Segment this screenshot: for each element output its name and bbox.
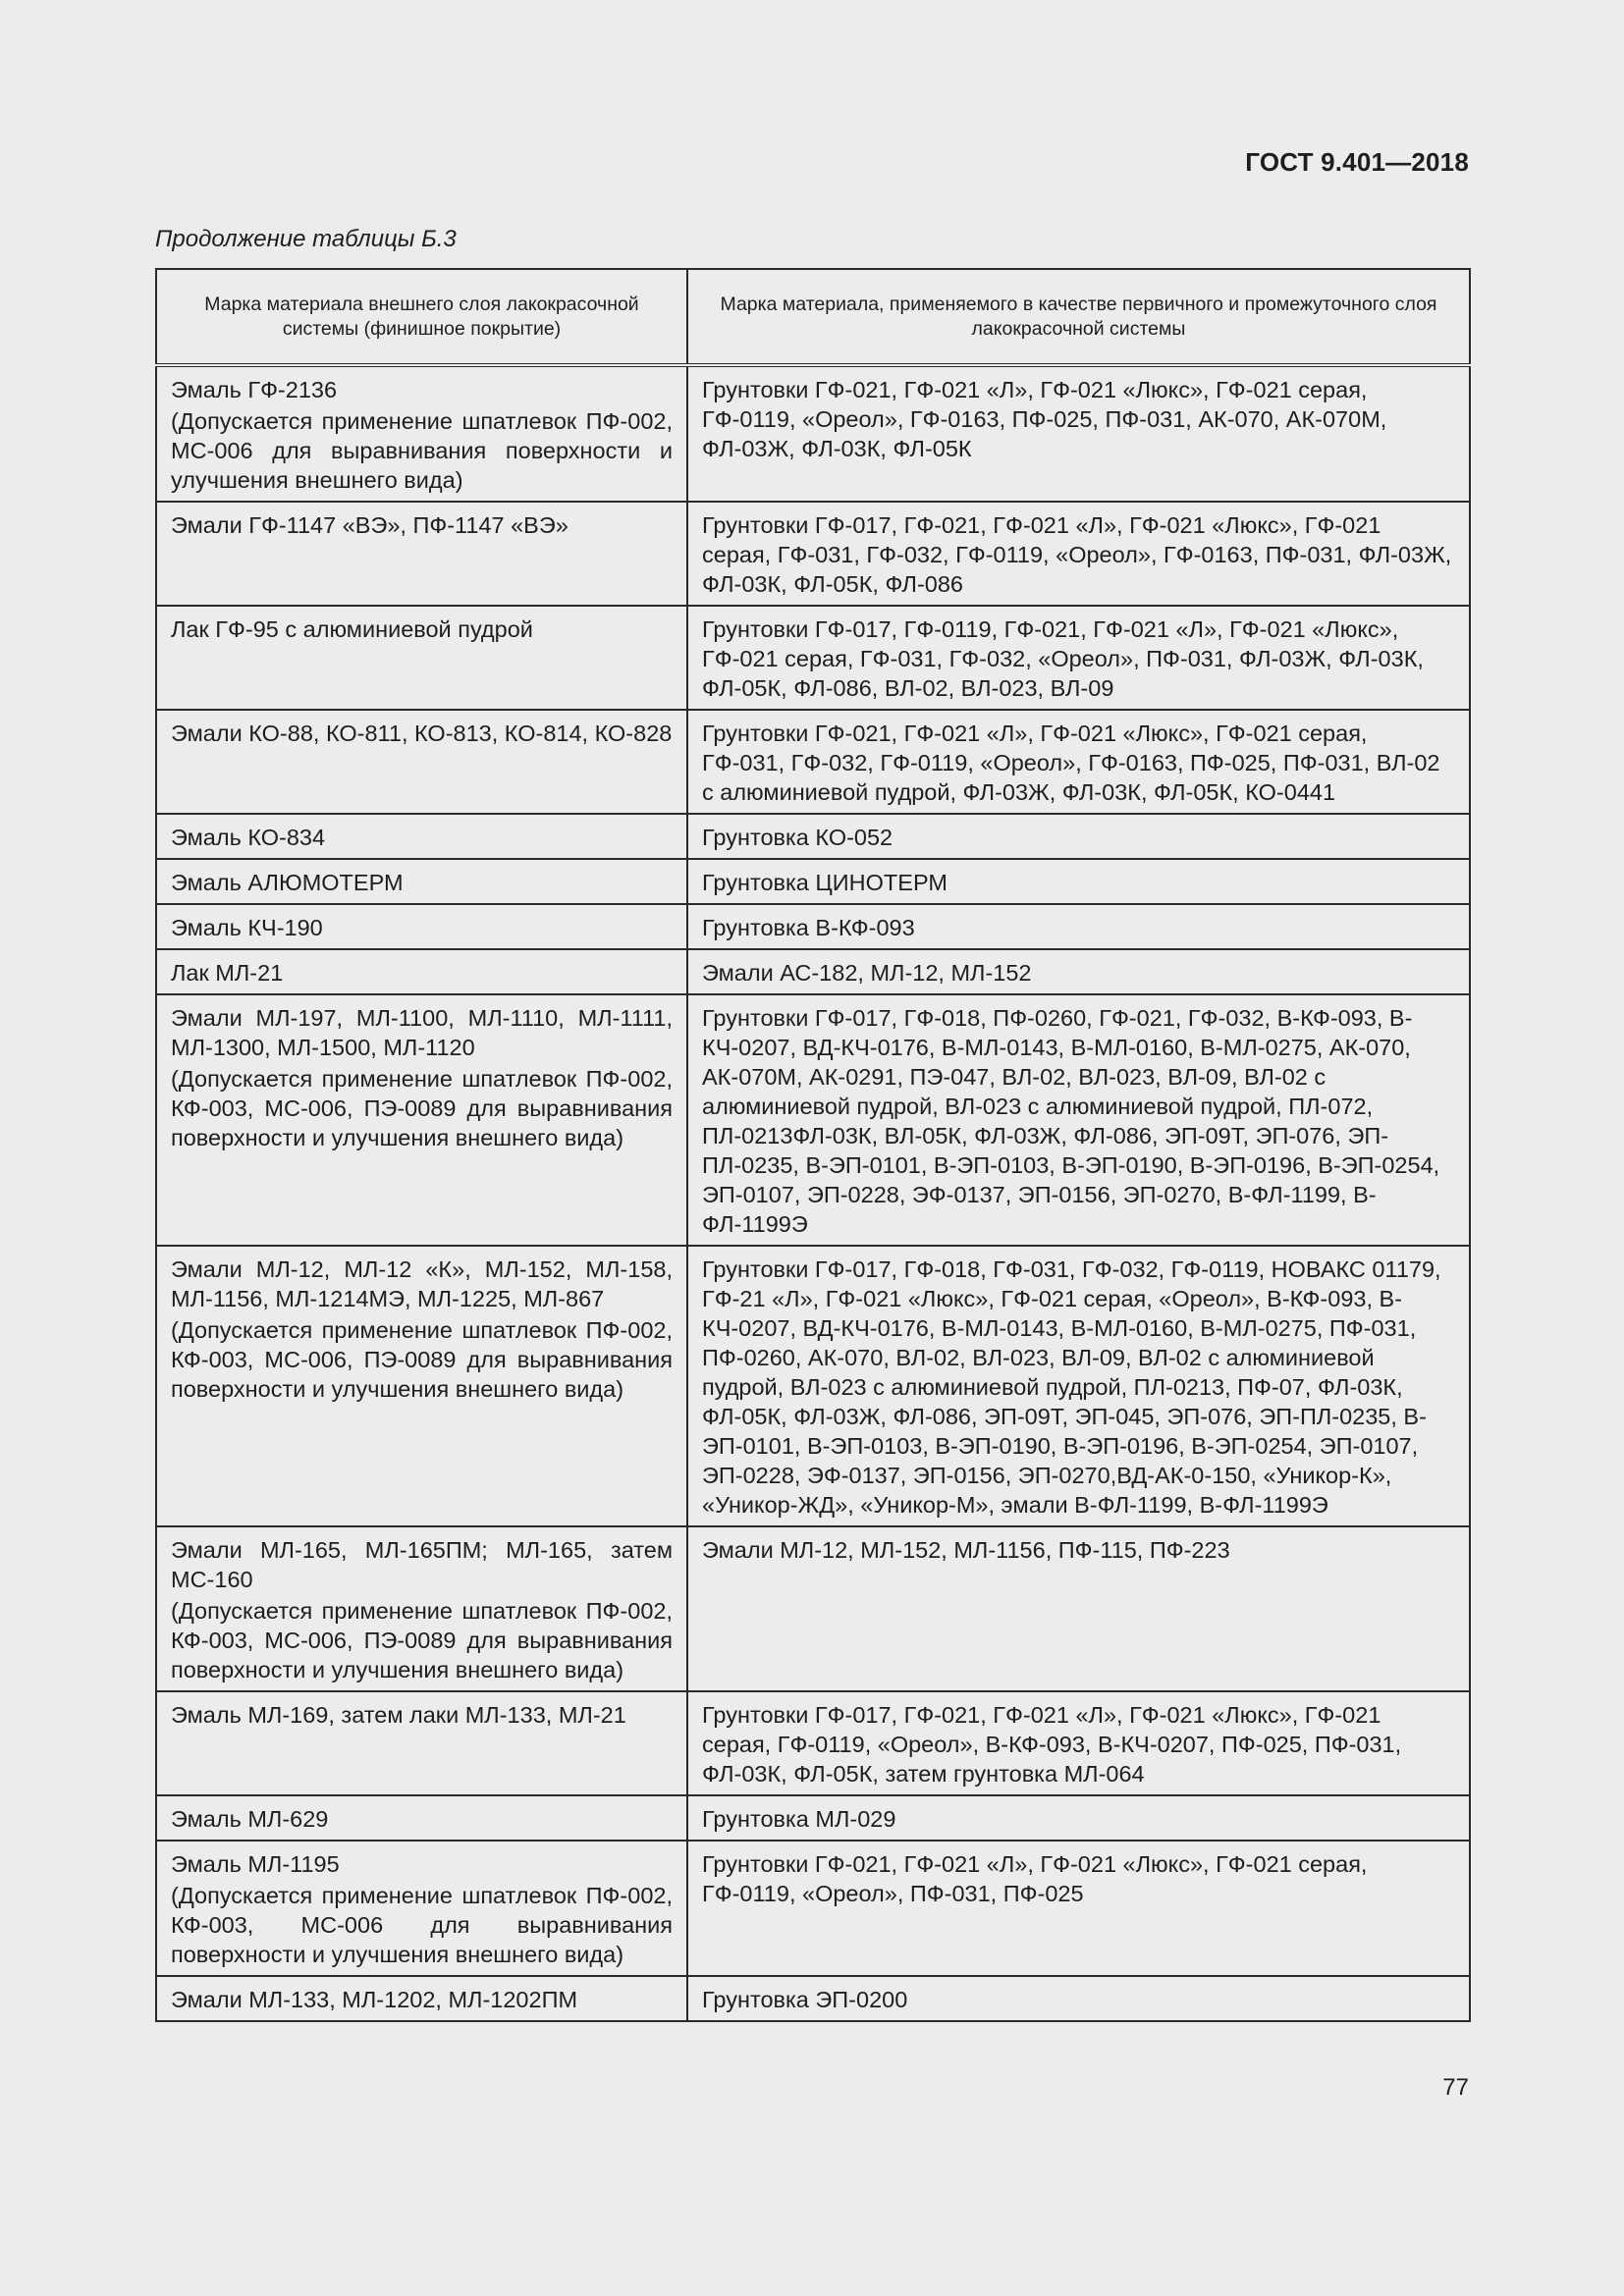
finish-material: Эмали МЛ-165, МЛ-165ПМ; МЛ-165, затем МС-160 xyxy=(171,1537,673,1592)
table-row xyxy=(156,904,1470,949)
finish-material: Эмаль МЛ-629 xyxy=(171,1806,329,1832)
finish-cell xyxy=(156,1795,687,1841)
primer-cell: Грунтовки ГФ-021, ГФ-021 «Л», ГФ-021 «Люкс», ГФ-021 серая, ГФ-031, ГФ-032, ГФ-0119, «Ореол», ГФ-0163, ПФ-025, ПФ-031, ВЛ-02 с алюминиевой пудрой, ФЛ-03Ж, ФЛ-03К, ФЛ-05К, КО-0441 xyxy=(687,710,1470,814)
table-row xyxy=(156,1841,1470,1976)
primer-cell: Грунтовки ГФ-017, ГФ-021, ГФ-021 «Л», ГФ-021 «Люкс», ГФ-021 серая, ГФ-0119, «Ореол», В-КФ-093, В-КЧ-0207, ПФ-025, ПФ-031, ФЛ-03К, ФЛ-05К, затем грунтовка МЛ-064 xyxy=(687,1691,1470,1795)
finish-material: Лак ГФ-95 с алюминиевой пудрой xyxy=(171,616,533,642)
primer-cell: Эмали АС-182, МЛ-12, МЛ-152 xyxy=(687,949,1470,994)
finish-cell xyxy=(156,1976,687,2021)
table-row xyxy=(156,994,1470,1246)
table-header-row xyxy=(156,269,1470,365)
materials-table xyxy=(155,268,1471,2022)
finish-material: Эмали МЛ-133, МЛ-1202, МЛ-1202ПМ xyxy=(171,1987,578,2012)
primer-cell: Грунтовка КО-052 xyxy=(687,814,1470,859)
finish-material: Лак МЛ-21 xyxy=(171,960,284,986)
finish-cell xyxy=(156,994,687,1246)
finish-cell xyxy=(156,1841,687,1976)
finish-note: (Допускается применение шпатлевок ПФ-002, КФ-003, МС-006, ПЭ-0089 для выравнивания поверхности и улучшения внешнего вида) xyxy=(171,1317,673,1402)
table-row xyxy=(156,502,1470,606)
finish-cell xyxy=(156,710,687,814)
primer-cell: Грунтовки ГФ-017, ГФ-0119, ГФ-021, ГФ-021 «Л», ГФ-021 «Люкс», ГФ-021 серая, ГФ-031, ГФ-032, «Ореол», ПФ-031, ФЛ-03Ж, ФЛ-03К, ФЛ-05К, ФЛ-086, ВЛ-02, ВЛ-023, ВЛ-09 xyxy=(687,606,1470,710)
finish-note: (Допускается применение шпатлевок ПФ-002, КФ-003, МС-006, ПЭ-0089 для выравнивания поверхности и улучшения внешнего вида) xyxy=(171,1066,673,1150)
finish-cell xyxy=(156,1526,687,1691)
finish-cell xyxy=(156,365,687,502)
primer-cell: Грунтовки ГФ-021, ГФ-021 «Л», ГФ-021 «Люкс», ГФ-021 серая, ГФ-0119, «Ореол», ГФ-0163, ПФ-025, ПФ-031, АК-070, АК-070М, ФЛ-03Ж, ФЛ-03К, ФЛ-05К xyxy=(687,365,1470,502)
finish-note: (Допускается применение шпатлевок ПФ-002, МС-006 для выравнивания поверхности и улучшения внешнего вида) xyxy=(171,408,673,493)
finish-material: Эмаль КО-834 xyxy=(171,825,326,850)
primer-cell: Грунтовки ГФ-017, ГФ-021, ГФ-021 «Л», ГФ-021 «Люкс», ГФ-021 серая, ГФ-031, ГФ-032, ГФ-0119, «Ореол», ГФ-0163, ПФ-031, ФЛ-03Ж, ФЛ-03К, ФЛ-05К, ФЛ-086 xyxy=(687,502,1470,606)
table-caption: Продолжение таблицы Б.3 xyxy=(155,226,457,252)
finish-cell xyxy=(156,502,687,606)
finish-material: Эмали ГФ-1147 «ВЭ», ПФ-1147 «ВЭ» xyxy=(171,512,568,538)
finish-material: Эмаль ГФ-2136 xyxy=(171,377,338,402)
finish-material: Эмаль АЛЮМОТЕРМ xyxy=(171,870,404,895)
standard-designation: ГОСТ 9.401—2018 xyxy=(1245,147,1469,177)
finish-material: Эмаль КЧ-190 xyxy=(171,915,323,940)
finish-cell xyxy=(156,904,687,949)
table-row xyxy=(156,1246,1470,1526)
primer-cell: Грунтовки ГФ-017, ГФ-018, ГФ-031, ГФ-032, ГФ-0119, НОВАКС 01179, ГФ-21 «Л», ГФ-021 «Люкс», ГФ-021 серая, «Ореол», В-КФ-093, В-КЧ-0207, ВД-КЧ-0176, В-МЛ-0143, В-МЛ-0160, В-МЛ-0275, ПФ-031, ПФ-0260, АК-070, ВЛ-02, ВЛ-023, ВЛ-09, ВЛ-02 с алюминиевой пудрой, ВЛ-023 с алюминиевой пудрой, ПЛ-0213, ПФ-07, ФЛ-03К, ФЛ-05К, ФЛ-03Ж, ФЛ-086, ЭП-09Т, ЭП-045, ЭП-076, ЭП-ПЛ-0235, В-ЭП-0101, В-ЭП-0103, В-ЭП-0190, В-ЭП-0196, В-ЭП-0254, ЭП-0107, ЭП-0228, ЭФ-0137, ЭП-0156, ЭП-0270,ВД-АК-0-150, «Уникор-К», «Уникор-ЖД», «Уникор-М», эмали В-ФЛ-1199, В-ФЛ-1199Э xyxy=(687,1246,1470,1526)
column-header-finish: Марка материала внешнего слоя лакокрасочной системы (финишное покрытие) xyxy=(156,269,687,365)
table-row xyxy=(156,814,1470,859)
column-header-primers: Марка материала, применяемого в качестве первичного и промежуточного слоя лакокрасочной системы xyxy=(687,269,1470,365)
primer-cell: Грунтовка МЛ-029 xyxy=(687,1795,1470,1841)
table-body xyxy=(156,365,1470,2021)
table-row xyxy=(156,1691,1470,1795)
table-row xyxy=(156,710,1470,814)
finish-material: Эмали КО-88, КО-811, КО-813, КО-814, КО-828 xyxy=(171,721,673,746)
table-row xyxy=(156,949,1470,994)
table-row xyxy=(156,1526,1470,1691)
table-row xyxy=(156,606,1470,710)
finish-material: Эмаль МЛ-1195 xyxy=(171,1851,340,1877)
primer-cell: Эмали МЛ-12, МЛ-152, МЛ-1156, ПФ-115, ПФ-223 xyxy=(687,1526,1470,1691)
primer-cell: Грунтовки ГФ-021, ГФ-021 «Л», ГФ-021 «Люкс», ГФ-021 серая, ГФ-0119, «Ореол», ПФ-031, ПФ-025 xyxy=(687,1841,1470,1976)
finish-cell xyxy=(156,1246,687,1526)
primer-cell: Грунтовка ЦИНОТЕРМ xyxy=(687,859,1470,904)
finish-cell xyxy=(156,949,687,994)
finish-material: Эмали МЛ-197, МЛ-1100, МЛ-1110, МЛ-1111, МЛ-1300, МЛ-1500, МЛ-1120 xyxy=(171,1005,673,1060)
primer-cell: Грунтовка В-КФ-093 xyxy=(687,904,1470,949)
finish-cell xyxy=(156,859,687,904)
table-row xyxy=(156,365,1470,502)
page-number: 77 xyxy=(1442,2074,1469,2101)
table-row xyxy=(156,1795,1470,1841)
finish-cell xyxy=(156,814,687,859)
table-row xyxy=(156,1976,1470,2021)
primer-cell: Грунтовка ЭП-0200 xyxy=(687,1976,1470,2021)
table-row xyxy=(156,859,1470,904)
primer-cell: Грунтовки ГФ-017, ГФ-018, ПФ-0260, ГФ-021, ГФ-032, В-КФ-093, В-КЧ-0207, ВД-КЧ-0176, В-МЛ-0143, В-МЛ-0160, В-МЛ-0275, АК-070, АК-070М, АК-0291, ПЭ-047, ВЛ-02, ВЛ-023, ВЛ-09, ВЛ-02 с алюминиевой пудрой, ВЛ-023 с алюминиевой пудрой, ПЛ-072, ПЛ-0213ФЛ-03К, ВЛ-05К, ФЛ-03Ж, ФЛ-086, ЭП-09Т, ЭП-076, ЭП-ПЛ-0235, В-ЭП-0101, В-ЭП-0103, В-ЭП-0190, В-ЭП-0196, В-ЭП-0254, ЭП-0107, ЭП-0228, ЭФ-0137, ЭП-0156, ЭП-0270, В-ФЛ-1199, В-ФЛ-1199Э xyxy=(687,994,1470,1246)
finish-note: (Допускается применение шпатлевок ПФ-002, КФ-003, МС-006, ПЭ-0089 для выравнивания поверхности и улучшения внешнего вида) xyxy=(171,1598,673,1682)
finish-cell xyxy=(156,1691,687,1795)
finish-cell xyxy=(156,606,687,710)
finish-material: Эмали МЛ-12, МЛ-12 «К», МЛ-152, МЛ-158, МЛ-1156, МЛ-1214МЭ, МЛ-1225, МЛ-867 xyxy=(171,1256,673,1311)
finish-note: (Допускается применение шпатлевок ПФ-002, КФ-003, МС-006 для выравнивания поверхности и улучшения внешнего вида) xyxy=(171,1883,673,1967)
finish-material: Эмаль МЛ-169, затем лаки МЛ-133, МЛ-21 xyxy=(171,1702,626,1728)
